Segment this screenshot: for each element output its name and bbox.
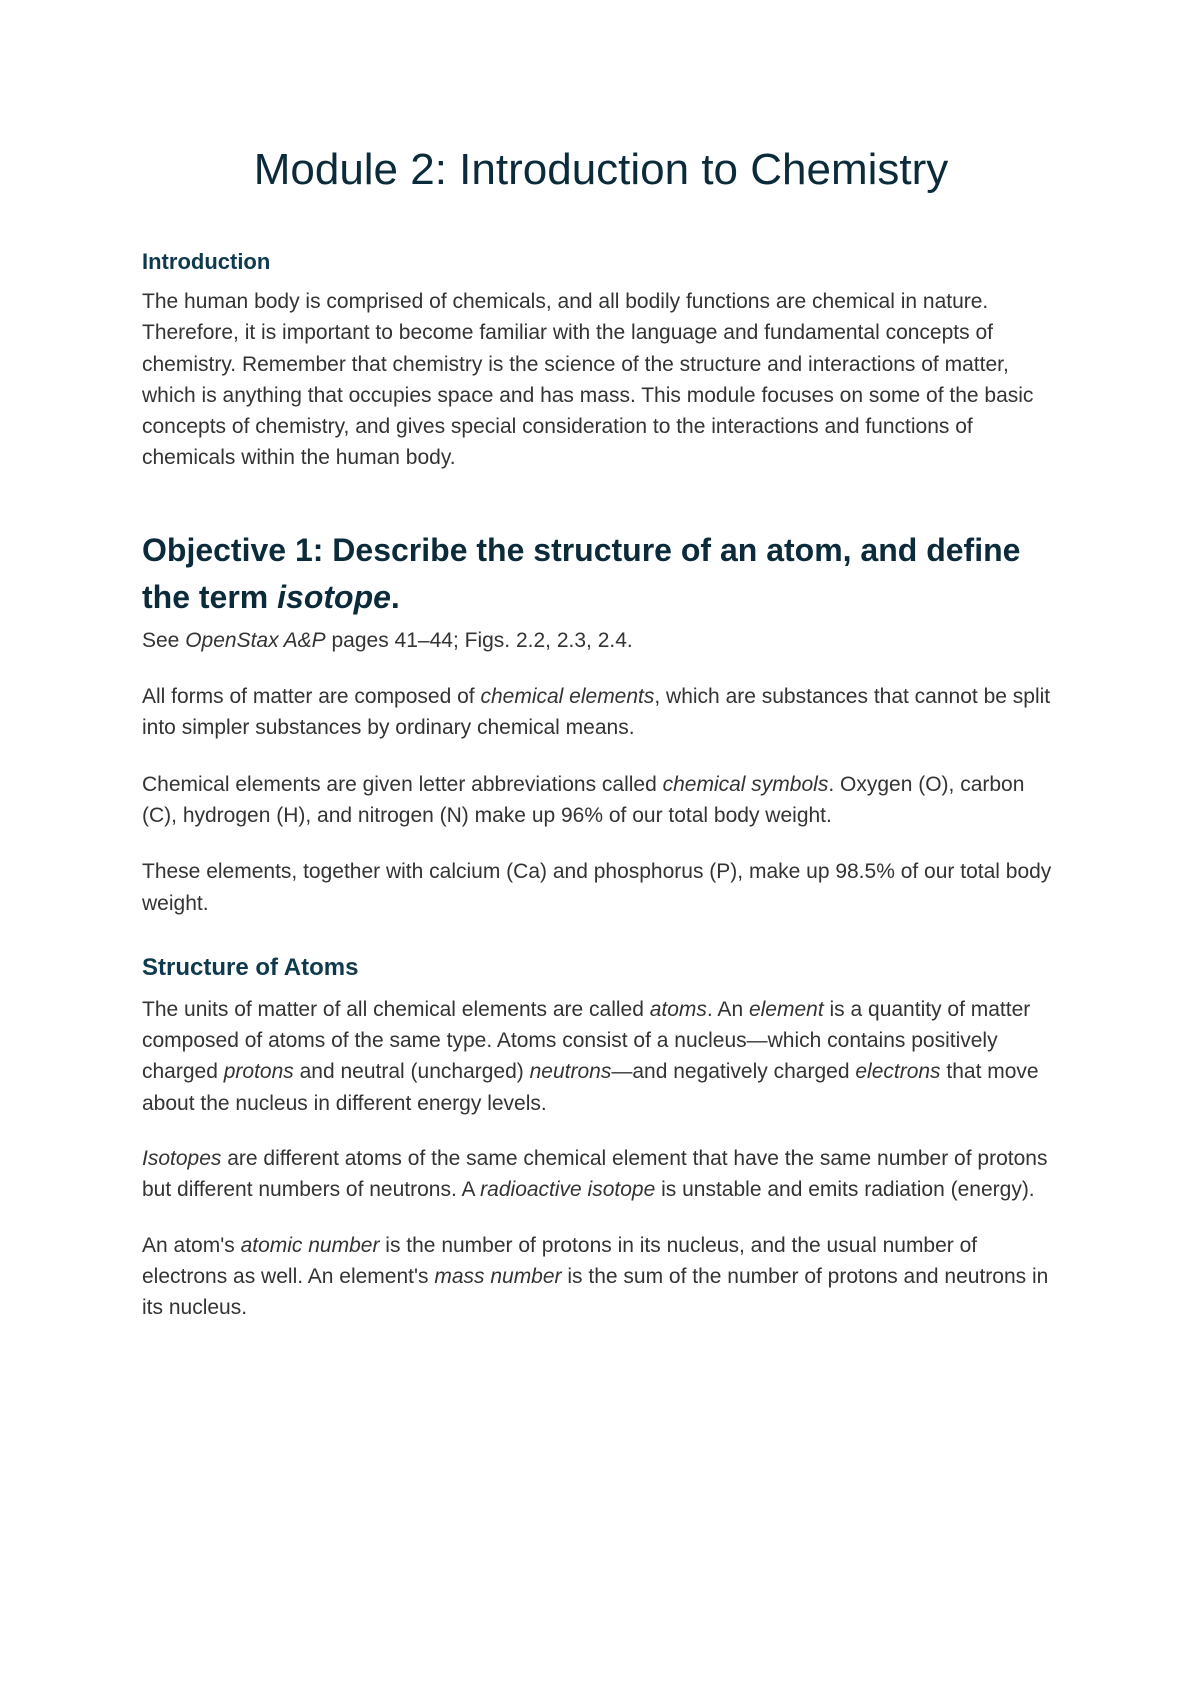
- introduction-paragraph: The human body is comprised of chemicals, and all bodily functions are chemical in nature. Therefore, it is important to become familiar with the language and fundamental concepts of chemistry. Remember that chemistry is the science of the structure and interactions of matter, which is anything that occupies space and has mass. This module focuses on some of the basic concepts of chemistry, and gives special consideration to the interactions and functions of chemicals within the human body.: [142, 290, 1034, 470]
- atoms-text-3: is a quantity of matter composed of atoms of the same type. Atoms consist of a nucleus—which contains positively charged: [142, 997, 1031, 1084]
- atoms-text-4: and neutral (uncharged): [293, 1060, 530, 1084]
- radioactive-isotope-term: radioactive isotope: [480, 1178, 656, 1202]
- reading-reference-pre: See: [142, 628, 186, 652]
- neutrons-term: neutrons: [529, 1060, 612, 1084]
- reading-reference-post: pages 41–44; Figs. 2.2, 2.3, 2.4.: [325, 628, 633, 652]
- atoms-paragraph: [142, 994, 1060, 1119]
- atomic-text-2: is the number of protons in its nucleus, and the usual number of electrons as well. An element's: [142, 1233, 978, 1288]
- atomic-number-paragraph: [142, 1230, 1060, 1324]
- introduction-heading: Introduction: [142, 249, 271, 274]
- isotopes-text-1: are different atoms of the same chemical element that have the same number of protons but different numbers of neutrons. A: [142, 1147, 1048, 1202]
- element-term: element: [748, 997, 824, 1021]
- calcium-paragraph: These elements, together with calcium (Ca) and phosphorus (P), make up 98.5% of our total body weight.: [142, 860, 1052, 915]
- atomic-number-term: atomic number: [240, 1233, 380, 1257]
- atoms-text-6: that move about the nucleus in different energy levels.: [142, 1060, 1039, 1115]
- symbols-paragraph-pre: Chemical elements are given letter abbreviations called: [142, 772, 663, 796]
- symbols-paragraph-post: . Oxygen (O), carbon (C), hydrogen (H), and nitrogen (N) make up 96% of our total body weight.: [142, 772, 1025, 827]
- isotopes-term: Isotopes: [142, 1147, 222, 1171]
- atoms-term: atoms: [649, 997, 707, 1021]
- atoms-text-2: . An: [706, 997, 749, 1021]
- objective-1-heading-text: Objective 1: Describe the structure of an atom, and define the term: [142, 531, 1021, 615]
- symbols-paragraph-term: chemical symbols: [662, 772, 829, 796]
- mass-number-term: mass number: [434, 1264, 562, 1288]
- objective-1-heading-term: isotope: [277, 578, 391, 615]
- symbols-paragraph: [142, 769, 1060, 832]
- protons-term: protons: [223, 1060, 294, 1084]
- reading-reference-book: OpenStax A&P: [185, 628, 326, 652]
- atoms-text-5: —and negatively charged: [611, 1060, 856, 1084]
- reading-reference: [142, 625, 1060, 656]
- isotopes-text-2: is unstable and emits radiation (energy).: [655, 1178, 1035, 1202]
- atomic-text-1: An atom's: [142, 1233, 241, 1257]
- elements-paragraph-pre: All forms of matter are composed of: [142, 685, 481, 709]
- elements-paragraph-term: chemical elements: [480, 685, 655, 709]
- page-title: Module 2: Introduction to Chemistry: [253, 145, 949, 194]
- atoms-text-1: The units of matter of all chemical elements are called: [142, 997, 650, 1021]
- objective-1-heading: [142, 527, 1060, 621]
- elements-paragraph-post: , which are substances that cannot be split into simpler substances by ordinary chemical means.: [142, 685, 1051, 740]
- objective-1-heading-end: .: [390, 578, 400, 615]
- document-page: [0, 142, 1200, 1695]
- elements-paragraph: [142, 681, 1060, 744]
- electrons-term: electrons: [855, 1060, 941, 1084]
- isotopes-paragraph: [142, 1143, 1060, 1206]
- atomic-text-3: is the sum of the number of protons and neutrons in its nucleus.: [142, 1264, 1049, 1320]
- structure-of-atoms-heading: Structure of Atoms: [142, 953, 359, 981]
